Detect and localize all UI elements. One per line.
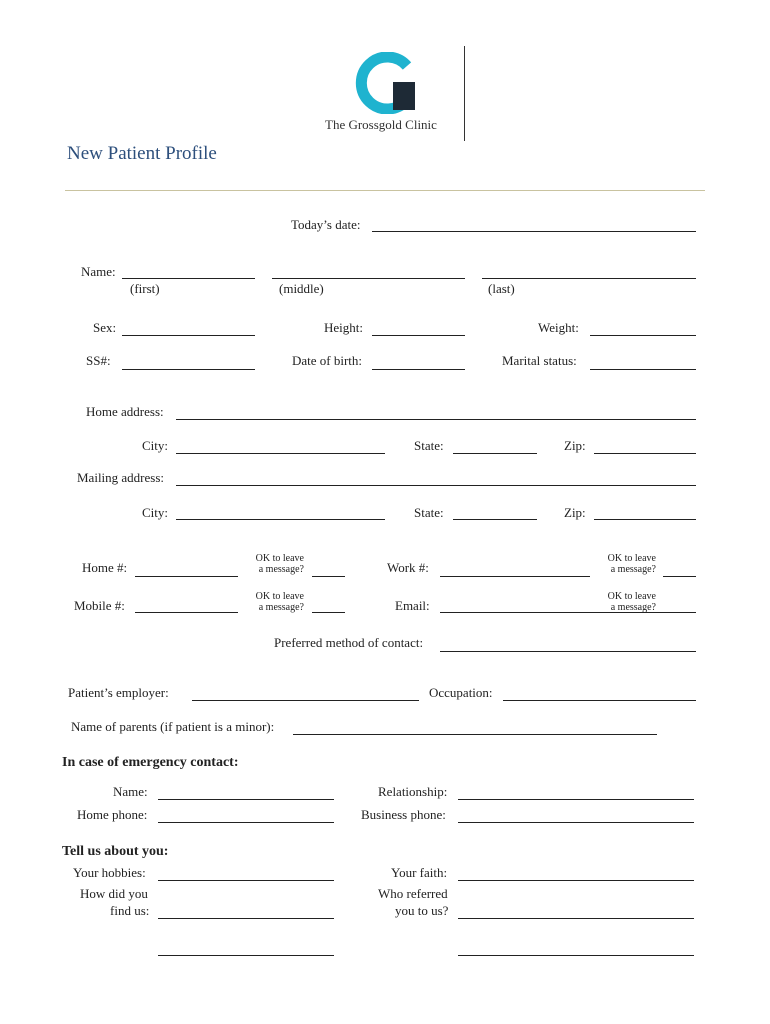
referred-extra-field[interactable] <box>458 955 694 956</box>
how-found-extra-field[interactable] <box>158 955 334 956</box>
work-ok-caption: OK to leave a message? <box>607 553 656 575</box>
email-field[interactable] <box>440 612 696 613</box>
emergency-name-field[interactable] <box>158 799 334 800</box>
mailing-city-field[interactable] <box>176 519 385 520</box>
emergency-heading: In case of emergency contact: <box>62 755 239 770</box>
referred-field[interactable] <box>458 918 694 919</box>
page-title: New Patient Profile <box>67 143 217 164</box>
sex-field[interactable] <box>122 335 255 336</box>
weight-field[interactable] <box>590 335 696 336</box>
home-zip-field[interactable] <box>594 453 696 454</box>
mailing-city-label: City: <box>142 505 169 520</box>
logo-g-icon <box>355 52 423 114</box>
home-state-label: State: <box>414 438 444 453</box>
about-heading: Tell us about you: <box>62 844 169 859</box>
last-name-field[interactable] <box>482 278 696 279</box>
mobile-ok-field[interactable] <box>312 612 345 613</box>
first-name-field[interactable] <box>122 278 255 279</box>
work-phone-field[interactable] <box>440 576 590 577</box>
middle-name-field[interactable] <box>272 278 465 279</box>
faith-field[interactable] <box>458 880 694 881</box>
mailing-zip-field[interactable] <box>594 519 696 520</box>
mailing-address-label: Mailing address: <box>77 470 165 485</box>
home-zip-label: Zip: <box>564 438 586 453</box>
home-ok-caption: OK to leave a message? <box>255 553 304 575</box>
first-caption: (first) <box>130 281 160 296</box>
preferred-contact-field[interactable] <box>440 651 696 652</box>
name-label: Name: <box>81 264 116 279</box>
email-label: Email: <box>395 598 430 613</box>
ss-label: SS#: <box>86 353 111 368</box>
height-label: Height: <box>324 320 363 335</box>
faith-label: Your faith: <box>391 865 448 880</box>
hobbies-field[interactable] <box>158 880 334 881</box>
preferred-contact-label: Preferred method of contact: <box>274 635 424 650</box>
last-caption: (last) <box>488 281 515 296</box>
marital-label: Marital status: <box>502 353 577 368</box>
dob-field[interactable] <box>372 369 465 370</box>
title-rule <box>65 190 705 191</box>
home-address-label: Home address: <box>86 404 164 419</box>
mobile-phone-label: Mobile #: <box>74 598 125 613</box>
height-field[interactable] <box>372 335 465 336</box>
mailing-address-field[interactable] <box>176 485 696 486</box>
logo-divider <box>464 46 465 141</box>
work-phone-label: Work #: <box>387 560 429 575</box>
referred-label-1: Who referred <box>378 886 448 901</box>
email-ok-caption: OK to leave a message? <box>607 591 656 613</box>
employer-field[interactable] <box>192 700 419 701</box>
parents-field[interactable] <box>293 734 657 735</box>
business-phone-label: Business phone: <box>361 807 446 822</box>
occupation-field[interactable] <box>503 700 696 701</box>
home-state-field[interactable] <box>453 453 537 454</box>
hobbies-label: Your hobbies: <box>73 865 146 880</box>
sex-label: Sex: <box>93 320 117 335</box>
middle-caption: (middle) <box>279 281 324 296</box>
todays-date-field[interactable] <box>372 231 696 232</box>
occupation-label: Occupation: <box>429 685 493 700</box>
mobile-phone-field[interactable] <box>135 612 238 613</box>
home-city-field[interactable] <box>176 453 385 454</box>
work-ok-field[interactable] <box>663 576 696 577</box>
todays-date-label: Today’s date: <box>291 217 361 232</box>
marital-field[interactable] <box>590 369 696 370</box>
emergency-name-label: Name: <box>113 784 148 799</box>
home-ok-field[interactable] <box>312 576 345 577</box>
how-found-label-2: find us: <box>110 903 150 918</box>
dob-label: Date of birth: <box>292 353 363 368</box>
relationship-field[interactable] <box>458 799 694 800</box>
mailing-zip-label: Zip: <box>564 505 586 520</box>
home-phone-field[interactable] <box>135 576 238 577</box>
parents-label: Name of parents (if patient is a minor): <box>71 719 275 734</box>
how-found-field[interactable] <box>158 918 334 919</box>
employer-label: Patient’s employer: <box>68 685 169 700</box>
mailing-state-label: State: <box>414 505 444 520</box>
clinic-name: The Grossgold Clinic <box>325 117 437 132</box>
emergency-home-phone-field[interactable] <box>158 822 334 823</box>
home-city-label: City: <box>142 438 169 453</box>
relationship-label: Relationship: <box>378 784 448 799</box>
weight-label: Weight: <box>538 320 579 335</box>
ss-field[interactable] <box>122 369 255 370</box>
how-found-label-1: How did you <box>80 886 148 901</box>
home-phone-label: Home #: <box>82 560 128 575</box>
referred-label-2: you to us? <box>395 903 449 918</box>
emergency-home-phone-label: Home phone: <box>77 807 148 822</box>
business-phone-field[interactable] <box>458 822 694 823</box>
mobile-ok-caption: OK to leave a message? <box>255 591 304 613</box>
home-address-field[interactable] <box>176 419 696 420</box>
mailing-state-field[interactable] <box>453 519 537 520</box>
